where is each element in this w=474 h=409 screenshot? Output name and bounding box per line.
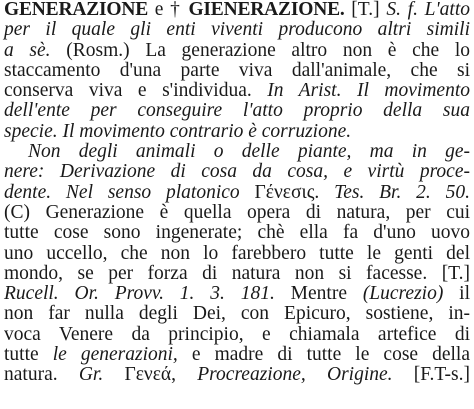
sense-arist: In Arist. Il movimento — [267, 80, 470, 102]
quote-text: Generazione è quella opera di natura, per cui — [45, 201, 471, 223]
synonyms: Procreazione, Origine. — [197, 364, 393, 386]
entry-line-7: specie. Il movimento contrario è corruzione. — [4, 120, 352, 142]
citation-tes-br: Tes. Br. 2. 50. — [334, 181, 471, 203]
entry-line-10 — [4, 183, 470, 203]
entry-line-9: nere: Derivazione di cosa da cosa, e virtù proce- — [4, 161, 470, 183]
quote2-start: Mentre — [290, 283, 347, 305]
quote-text-end: mondo, se per forza di natura non si facesse. — [4, 262, 428, 284]
definition-start: L'atto — [424, 0, 471, 20]
entry-line-1 — [4, 0, 470, 20]
sense-platonic: dente. Nel senso platonico — [4, 181, 240, 203]
greek-genesis: Γένεσις. — [254, 181, 320, 203]
quote2-lucrezio: (Lucrezio) — [362, 283, 444, 305]
entry-line-11 — [4, 203, 470, 223]
quote2-end: natura. — [4, 364, 58, 386]
entry-line-6: dell'ente per conseguire l'atto proprio della sua — [4, 100, 470, 122]
quote2-tutte: tutte — [4, 344, 39, 366]
entry-line-12: tutte cose sono ingenerate; chè ella fa d'uno uovo — [4, 222, 470, 244]
example-text: La generazione altro non è che lo — [145, 39, 471, 61]
entry-line-8: Non degli animali o delle piante, ma in ge- — [28, 141, 470, 163]
headword-variant: GIENERAZIONE. — [188, 0, 345, 20]
entry-line-18 — [4, 345, 470, 365]
entry-line-14 — [4, 264, 470, 284]
greek-label: Gr. — [78, 364, 104, 386]
greek-genea: Γενεά, — [124, 364, 177, 386]
dagger-mark: † — [170, 0, 182, 20]
example-text-end: conserva viva e s'individua. — [4, 80, 252, 102]
citation-rucell: Rucell. Or. Provv. 1. 3. 181. — [4, 283, 275, 305]
citation-rosm: (Rosm.) — [66, 39, 130, 61]
entry-line-17: voca Venere da principio, e chiamala artefice di — [4, 323, 470, 345]
source-tag: [T.] — [351, 0, 380, 20]
entry-line-2: per il quale gli enti viventi producono altri simili — [4, 19, 470, 41]
entry-line-15 — [4, 284, 470, 304]
source-tag-t: [T.] — [441, 262, 471, 284]
headword: GENERAZIONE — [4, 0, 149, 20]
source-tag-fts: [F.T-s.] — [413, 364, 470, 386]
definition-end: a sè. — [4, 39, 51, 61]
source-tag-c: (C) — [4, 201, 30, 223]
entry-line-5 — [4, 81, 470, 101]
entry-line-13: uno uccello, che non lo farebbero tutte le genti del — [4, 242, 470, 264]
quote2-madre: e madre di tutte le cose della — [191, 344, 471, 366]
quote2-il: il — [459, 283, 470, 305]
entry-line-4: staccamento d'una parte viva dall'animale, che si — [4, 59, 470, 81]
entry-line-19 — [4, 365, 470, 385]
entry-line-3 — [4, 41, 470, 61]
conjunction: e — [154, 0, 164, 20]
entry-line-16: non far nulla degli Dei, con Epicuro, sostiene, in- — [4, 303, 470, 325]
grammar-label: S. f. — [386, 0, 418, 20]
quote2-generazioni: le generazioni, — [52, 344, 178, 366]
